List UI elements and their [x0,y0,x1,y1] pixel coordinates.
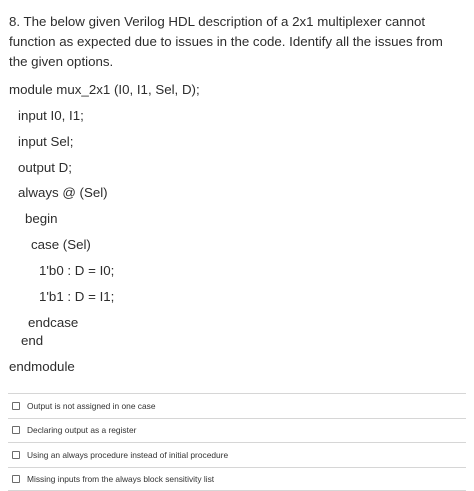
code-line: output D; [18,160,72,175]
option-label: Missing inputs from the always block sensitivity list [27,474,215,485]
option-row[interactable] [8,393,466,418]
code-line: endcase [28,315,79,330]
code-line: case (Sel) [31,237,91,252]
code-line: module mux_2x1 (I0, I1, Sel, D); [9,82,200,97]
code-line: begin [25,211,58,226]
option-label: Declaring output as a register [27,425,137,436]
checkbox[interactable] [12,402,20,410]
checkbox[interactable] [12,451,20,459]
checkbox[interactable] [12,475,20,483]
code-line: input Sel; [18,134,74,149]
question-text: 8. The below given Verilog HDL description of a 2x1 multiplexer cannot function as expected due to issues in the code. Identify all the issues from the given options. [9,14,443,69]
option-row[interactable] [8,467,466,491]
code-line: always @ (Sel) [18,185,108,200]
code-line: endmodule [9,359,75,374]
answer-options [8,393,466,491]
code-line: 1'b1 : D = I1; [39,289,115,304]
checkbox[interactable] [12,426,20,434]
option-label: Output is not assigned in one case [27,400,156,411]
code-line: 1'b0 : D = I0; [39,263,115,278]
option-row[interactable] [8,418,466,443]
option-row[interactable] [8,442,466,467]
code-line: input I0, I1; [18,108,84,123]
code-line: end [21,333,44,348]
option-label: Using an always procedure instead of initial procedure [27,449,229,460]
